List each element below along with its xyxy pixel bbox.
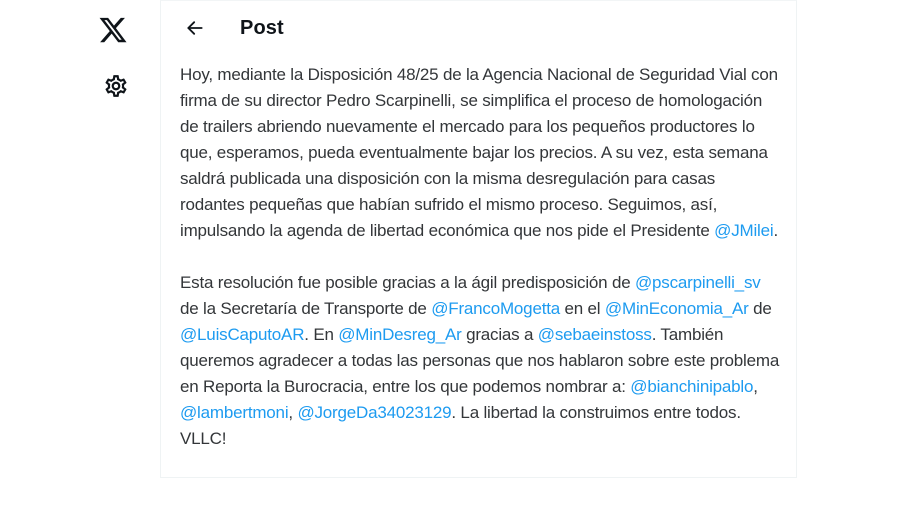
mention-link[interactable]: @FrancoMogetta [431,299,560,318]
post-text-segment: de [748,299,772,318]
post-body [161,55,796,452]
post-text-segment: gracias a [461,325,538,344]
mention-link[interactable]: @pscarpinelli_sv [634,273,761,292]
settings-button[interactable] [102,72,130,100]
post-paragraph-1 [180,62,780,244]
post-text-segment: . [773,221,778,240]
post-text-segment: , [288,403,298,422]
post-text-segment: . La libertad la construimos entre todos. VLLC! [180,403,741,448]
page-title: Post [240,16,284,39]
x-logo-icon [98,15,128,45]
post-text-segment: de la Secretaría de Transporte de [180,299,432,318]
post-text-segment: Hoy, mediante la Disposición 48/25 de la Agencia Nacional de Seguridad Vial con firma de su director Pedro Scarpinelli, se simplifica el proceso de homologación de trailers abriendo nuevamente el mercado para los pequeños productores lo que, esperamos, pueda eventualmente bajar los precios. A su vez, esta semana saldrá publicada una disposición con la misma desregulación para casas rodantes pequeñas que habían sufrido el mismo proceso. Seguimos, así, impulsando la agenda de libertad económica que nos pide el Presidente [180,65,778,240]
mention-link[interactable]: @LuisCaputoAR [180,325,305,344]
mention-link[interactable]: @MinDesreg_Ar [338,325,462,344]
post-text-segment: en el [560,299,605,318]
mention-link[interactable]: @lambertmoni [180,403,289,422]
post-text-segment: , [753,377,758,396]
post-text-segment: . En [304,325,339,344]
x-home-button[interactable] [96,13,130,47]
mention-link[interactable]: @JMilei [714,221,774,240]
post-text-segment: . También queremos agradecer a todas las personas que nos hablaron sobre este problema en Reporta la Burocracia, entre los que podemos nombrar a: [180,325,780,396]
gear-icon [103,73,129,99]
post-text-segment: Esta resolución fue posible gracias a la ágil predisposición de [180,273,635,292]
post-header [161,1,796,55]
left-nav-rail [0,0,160,478]
mention-link[interactable]: @MinEconomia_Ar [604,299,749,318]
mention-link[interactable]: @JorgeDa34023129 [297,403,452,422]
post-column [160,0,797,478]
arrow-left-icon [185,18,205,38]
mention-link[interactable]: @bianchinipablo [630,377,754,396]
post-paragraph-2 [180,270,780,452]
back-button[interactable] [185,18,205,38]
mention-link[interactable]: @sebaeinstoss [537,325,652,344]
